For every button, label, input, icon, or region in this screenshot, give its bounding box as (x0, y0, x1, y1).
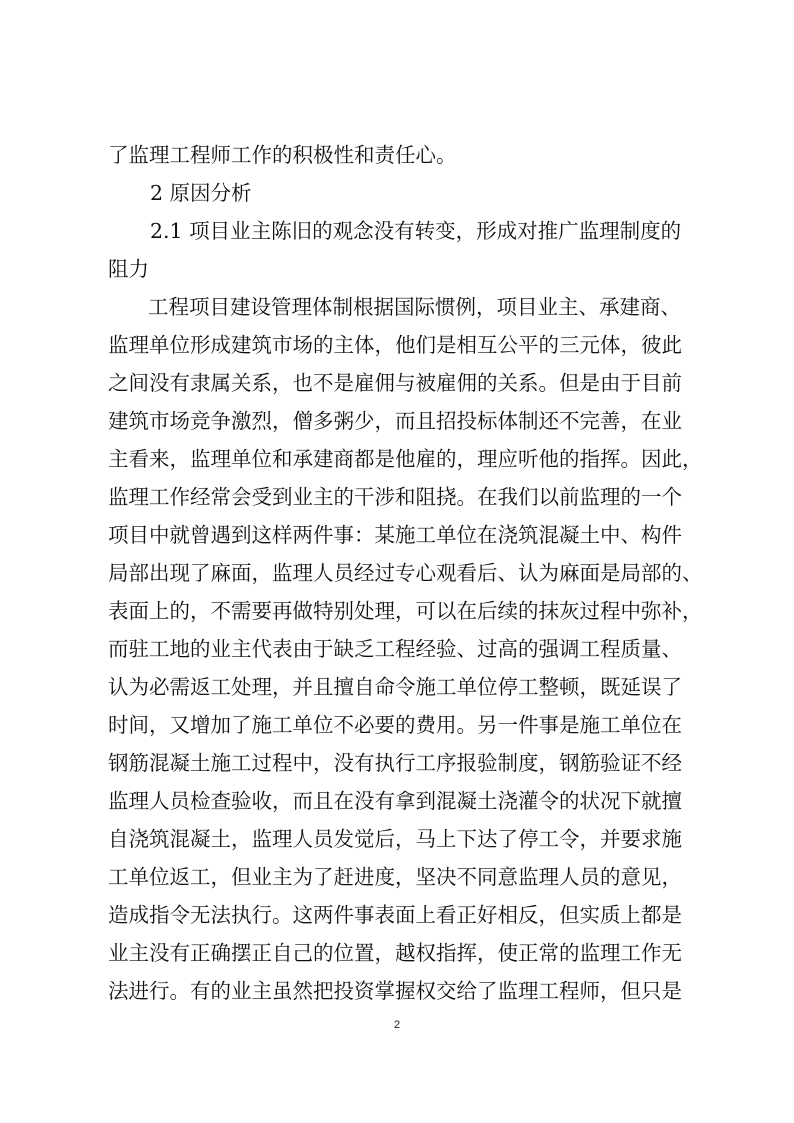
subsection-heading-cont: 阻力 (108, 257, 149, 281)
body-line: 工程项目建设管理体制根据国际惯例，项目业主、承建商、 (148, 295, 681, 319)
body-line: 建筑市场竞争激烈，僧多粥少，而且招投标体制还不完善，在业 (108, 409, 682, 433)
body-line: 自浇筑混凝土，监理人员发觉后，马上下达了停工令，并要求施 (108, 827, 682, 851)
body-line: 造成指令无法执行。这两件事表面上看正好相反，但实质上都是 (108, 903, 682, 927)
body-line: 工单位返工，但业主为了赶进度，坚决不同意监理人员的意见， (108, 865, 682, 889)
body-line: 监理人员检查验收，而且在没有拿到混凝土浇灌令的状况下就擅 (108, 789, 682, 813)
body-line: 表面上的，不需要再做特别处理，可以在后续的抹灰过程中弥补， (108, 599, 703, 623)
body-line: 之间没有隶属关系，也不是雇佣与被雇佣的关系。但是由于目前 (108, 371, 682, 395)
section-heading: 2 原因分析 (150, 181, 252, 205)
page-number: 2 (393, 1019, 401, 1031)
body-line: 监理工作经常会受到业主的干涉和阻挠。在我们以前监理的一个 (108, 485, 682, 509)
paragraph-continuation: 了监理工程师工作的积极性和责任心。 (108, 143, 457, 167)
body-line: 钢筋混凝土施工过程中，没有执行工序报验制度，钢筋验证不经 (108, 751, 682, 775)
subsection-heading: 2.1 项目业主陈旧的观念没有转变，形成对推广监理制度的 (150, 219, 682, 243)
body-line: 项目中就曾遇到这样两件事：某施工单位在浇筑混凝土中、构件 (108, 523, 682, 547)
body-line: 认为必需返工处理，并且擅自命令施工单位停工整顿，既延误了 (108, 675, 682, 699)
body-line: 监理单位形成建筑市场的主体，他们是相互公平的三元体，彼此 (108, 333, 682, 357)
body-line: 业主没有正确摆正自己的位置，越权指挥，使正常的监理工作无 (108, 941, 682, 965)
body-line: 时间，又增加了施工单位不必要的费用。另一件事是施工单位在 (108, 713, 682, 737)
body-line: 法进行。有的业主虽然把投资掌握权交给了监理工程师，但只是 (108, 979, 682, 1003)
body-line: 而驻工地的业主代表由于缺乏工程经验、过高的强调工程质量、 (108, 637, 682, 661)
body-line: 主看来，监理单位和承建商都是他雇的，理应听他的指挥。因此， (108, 447, 703, 471)
body-line: 局部出现了麻面，监理人员经过专心观看后、认为麻面是局部的、 (108, 561, 703, 585)
